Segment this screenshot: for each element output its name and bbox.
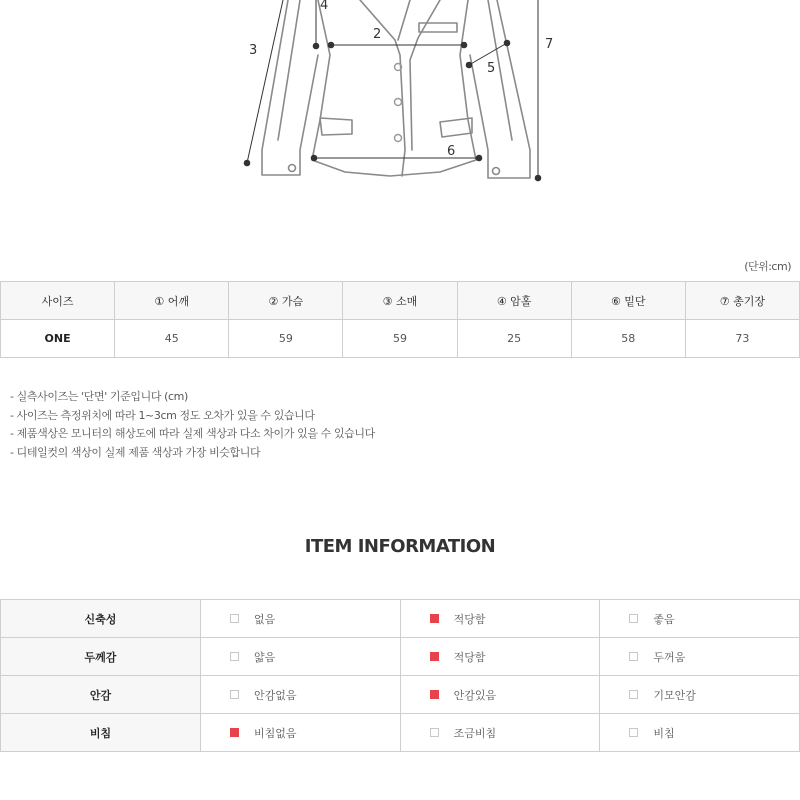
- note-line: - 실측사이즈는 '단면' 기준입니다 (cm): [10, 390, 188, 403]
- unit-note: (단위:cm): [744, 260, 791, 273]
- size-table: [0, 281, 800, 358]
- option-sheerness-0: [201, 714, 401, 752]
- item-information-table: [0, 599, 800, 752]
- checkbox-checked-icon: [230, 728, 239, 737]
- option-label: 두꺼움: [653, 650, 686, 664]
- label-hem: 6: [447, 144, 456, 159]
- info-row-sheerness: [1, 714, 800, 752]
- cell-chest: 59: [229, 320, 343, 358]
- cell-armhole: 25: [457, 320, 571, 358]
- note-line: - 사이즈는 측정위치에 따라 1~3cm 정도 오차가 있을 수 있습니다: [10, 408, 315, 422]
- header-sleeve: ③ 소매: [343, 282, 457, 320]
- cell-shoulder: 45: [115, 320, 229, 358]
- option-lining-2: [600, 676, 800, 714]
- cell-hem: 58: [571, 320, 685, 358]
- option-label: 기모안감: [653, 688, 696, 702]
- checkbox-icon: [629, 652, 638, 661]
- info-row-stretch: [1, 600, 800, 638]
- option-lining-0: [201, 676, 401, 714]
- cell-total-length: 73: [685, 320, 799, 358]
- checkbox-checked-icon: [430, 614, 439, 623]
- measurement-lines: [244, 0, 541, 181]
- checkbox-icon: [230, 614, 239, 623]
- checkbox-icon: [230, 690, 239, 699]
- header-chest: ② 가슴: [229, 282, 343, 320]
- checkbox-icon: [629, 690, 638, 699]
- option-sheerness-2: [600, 714, 800, 752]
- header-size: 사이즈: [1, 282, 115, 320]
- item-information-title: ITEM INFORMATION: [304, 536, 496, 557]
- option-label: 조금비침: [453, 726, 497, 740]
- option-label: 비침: [653, 726, 675, 740]
- checkbox-checked-icon: [430, 652, 439, 661]
- option-sheerness-1: [400, 714, 600, 752]
- option-thickness-2: [600, 638, 800, 676]
- option-label: 적당함: [453, 612, 486, 626]
- checkbox-icon: [629, 728, 638, 737]
- checkbox-icon: [430, 728, 439, 737]
- option-label: 좋음: [653, 612, 675, 626]
- cell-sleeve: 59: [343, 320, 457, 358]
- size-notes: [10, 388, 375, 462]
- header-hem: ⑥ 밑단: [571, 282, 685, 320]
- option-thickness-1: [400, 638, 600, 676]
- option-stretch-1: [400, 600, 600, 638]
- checkbox-icon: [629, 614, 638, 623]
- label-sleeve: 3: [249, 43, 258, 58]
- label-thickness: 두께감: [1, 638, 201, 676]
- size-table-header: [1, 282, 800, 320]
- info-row-lining: [1, 676, 800, 714]
- checkbox-checked-icon: [430, 690, 439, 699]
- header-total-length: ⑦ 총기장: [685, 282, 799, 320]
- label-armhole: 4: [320, 0, 329, 13]
- checkbox-icon: [230, 652, 239, 661]
- table-row: [1, 320, 800, 358]
- option-label: 안감있음: [453, 688, 497, 702]
- label-total-length: 7: [545, 37, 554, 52]
- jacket-outline: [262, 0, 530, 178]
- header-shoulder: ① 어깨: [115, 282, 229, 320]
- option-thickness-0: [201, 638, 401, 676]
- info-row-thickness: [1, 638, 800, 676]
- note-line: - 제품색상은 모니터의 해상도에 따라 실제 색상과 다소 차이가 있을 수 있습니다: [10, 427, 375, 440]
- option-label: 적당함: [453, 650, 486, 664]
- option-label: 얇음: [254, 650, 276, 664]
- jacket-measurement-diagram: [0, 0, 800, 200]
- option-stretch-2: [600, 600, 800, 638]
- cell-size: ONE: [1, 320, 115, 358]
- option-label: 없음: [254, 612, 276, 626]
- option-label: 비침없음: [254, 726, 297, 740]
- note-line: - 디테일컷의 색상이 실제 제품 색상과 가장 비슷합니다: [10, 445, 261, 459]
- option-stretch-0: [201, 600, 401, 638]
- header-armhole: ④ 암홀: [457, 282, 571, 320]
- option-label: 안감없음: [254, 688, 297, 702]
- label-chest: 2: [373, 27, 382, 42]
- label-stretch: 신축성: [1, 600, 201, 638]
- label-lining: 안감: [1, 676, 201, 714]
- option-lining-1: [400, 676, 600, 714]
- label-sheerness: 비침: [1, 714, 201, 752]
- label-5: 5: [487, 61, 496, 76]
